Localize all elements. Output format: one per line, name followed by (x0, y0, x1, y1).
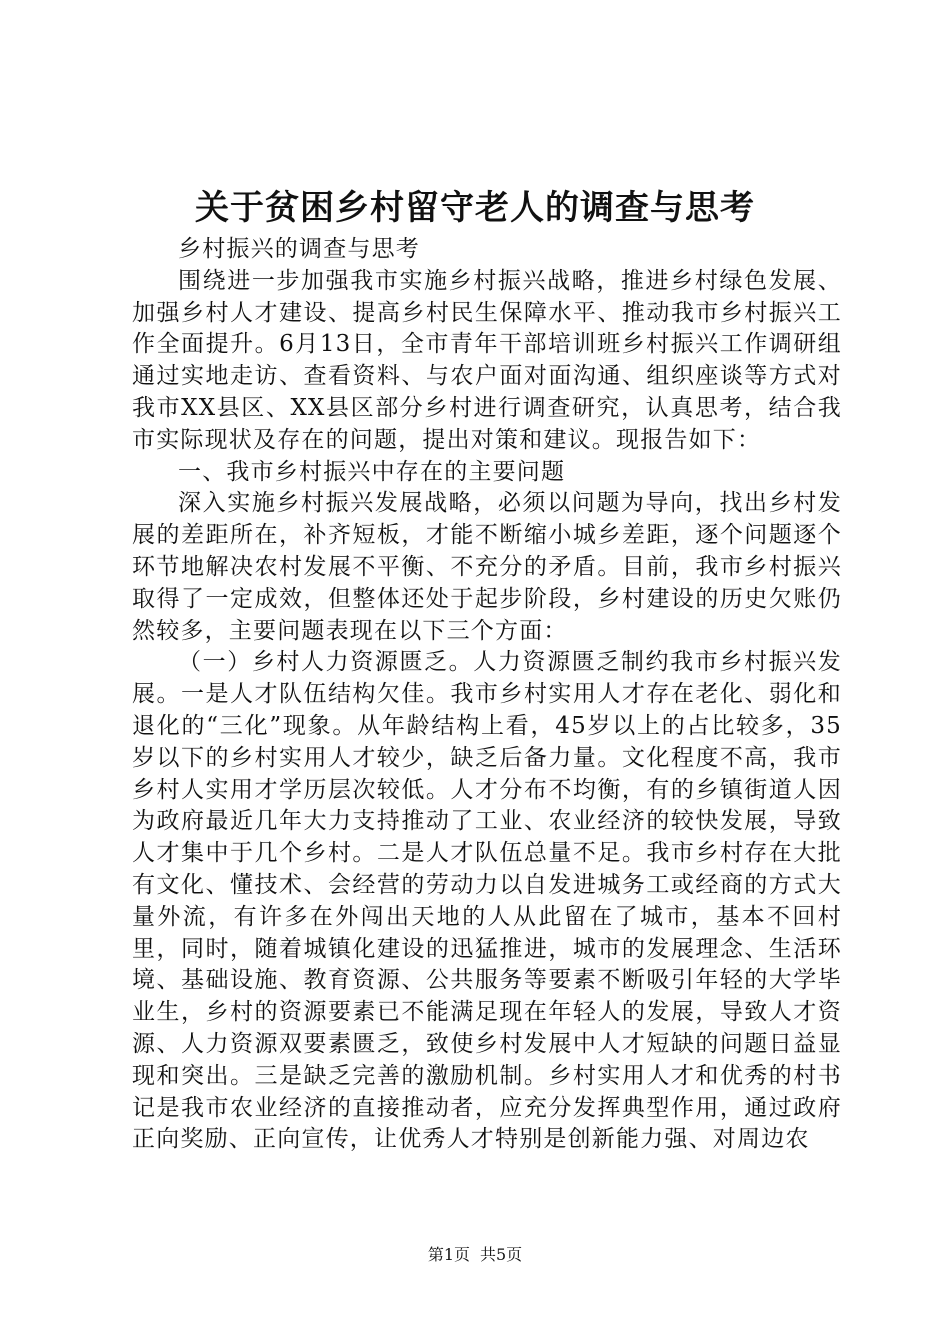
document-title: 关于贫困乡村留守老人的调查与思考 (195, 188, 755, 228)
subtitle-paragraph: 乡村振兴的调查与思考 (178, 236, 420, 262)
section-heading: 一、我市乡村振兴中存在的主要问题 (178, 458, 566, 485)
document-body (132, 234, 842, 1156)
body-paragraph: 深入实施乡村振兴发展战略，必须以问题为导向，找出乡村发展的差距所在，补齐短板，才能不断缩小城乡差距，逐个问题逐个环节地解决农村发展不平衡、不充分的矛盾。目前，我市乡村振兴取得了一定成效，但整体还处于起步阶段，乡村建设的历史欠账仍然较多，主要问题表现在以下三个方面： (132, 490, 842, 644)
page-footer (0, 1244, 950, 1266)
page-total: 共5页 (480, 1245, 523, 1264)
page-number: 第1页 (427, 1245, 470, 1264)
body-paragraph: （一）乡村人力资源匮乏。人力资源匮乏制约我市乡村振兴发展。一是人才队伍结构欠佳。我市乡村实用人才存在老化、弱化和退化的“三化”现象。从年龄结构上看，45岁以上的占比较多，35岁以下的乡村实用人才较少，缺乏后备力量。文化程度不高，我市乡村人实用才学历层次较低。人才分布不均衡，有的乡镇街道人因为政府最近几年大力支持推动了工业、农业经济的较快发展，导致人才集中于几个乡村。二是人才队伍总量不足。我市乡村存在大批有文化、懂技术、会经营的劳动力以自发进城务工或经商的方式大量外流，有许多在外闯出天地的人从此留在了城市，基本不回村里，同时，随着城镇化建设的迅猛推进，城市的发展理念、生活环境、基础设施、教育资源、公共服务等要素不断吸引年轻的大学毕业生，乡村的资源要素已不能满足现在年轻人的发展，导致人才资源、人力资源双要素匮乏，致使乡村发展中人才短缺的问题日益显现和突出。三是缺乏完善的激励机制。乡村实用人才和优秀的村书记是我市农业经济的直接推动者，应充分发挥典型作用，通过政府正向奖励、正向宣传，让优秀人才特别是创新能力强、对周边农 (132, 649, 842, 1153)
intro-paragraph: 围绕进一步加强我市实施乡村振兴战略，推进乡村绿色发展、加强乡村人才建设、提高乡村民生保障水平、推动我市乡村振兴工作全面提升。6月13日，全市青年干部培训班乡村振兴工作调研组通过实地走访、查看资料、与农户面对面沟通、组织座谈等方式对我市XX县区、XX县区部分乡村进行调查研究，认真思考，结合我市实际现状及存在的问题，提出对策和建议。现报告如下： (132, 267, 842, 453)
